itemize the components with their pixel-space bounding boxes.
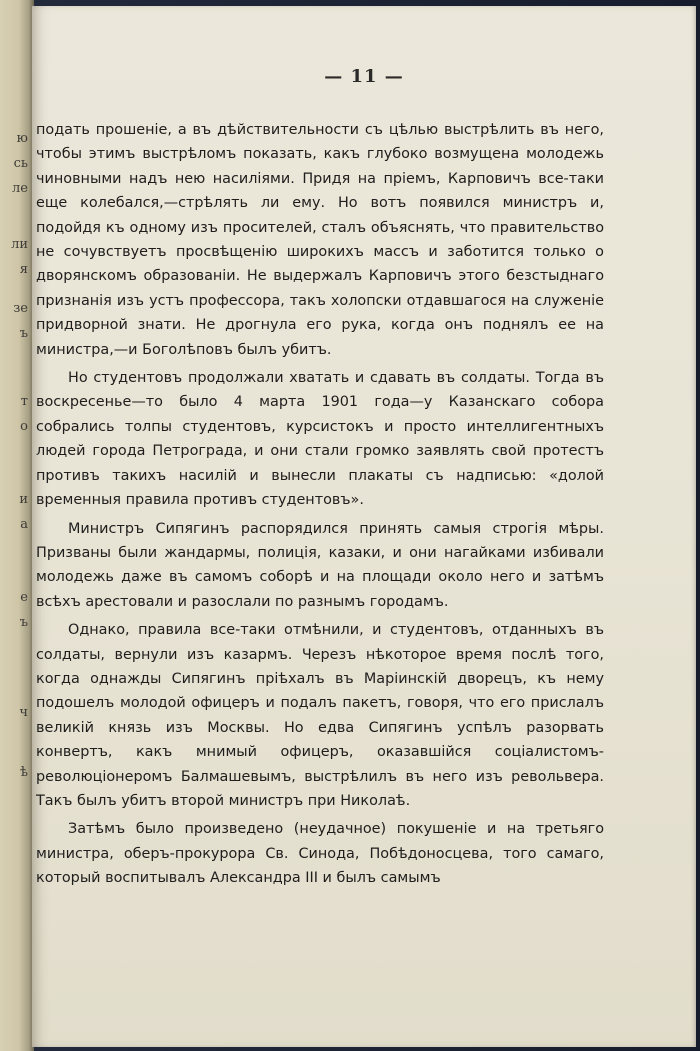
prev-page-fragment: а — [20, 517, 28, 532]
prev-page-fragment: ле — [12, 181, 28, 196]
prev-page-fragment: ли — [11, 237, 28, 252]
prev-page-fragment: е — [20, 590, 28, 605]
paragraph: подать прошенiе, а въ дѣйствительности съ цѣлью выстрѣлить въ него, чтобы этимъ выстрѣломъ показать, какъ глубоко возмущена молодежь чиновными надъ нею насилiями. Придя на прiемъ, Карповичъ все-таки еще колебался,—стрѣлять ли ему. Но вотъ появился министръ и, подойдя къ одному изъ просителей, сталъ объяснять, что правительство не сочувствуетъ просвѣщенiю широкихъ массъ и заботится только о дворянскомъ образованiи. Не выдержалъ Карповичъ этого безстыднаго признанiя изъ устъ профессора, такъ холопски отдавшагося на служенiе придворной знати. Не дрогнула его рука, когда онъ поднялъ ее на министра,—и Боголѣповъ былъ убитъ. — [36, 122, 604, 358]
prev-page-fragment: ъ — [19, 326, 28, 341]
book-page — [32, 6, 696, 1047]
page-number: — 11 — — [324, 66, 404, 87]
paragraph: Однако, правила все-таки отмѣнили, и студентовъ, отданныхъ въ солдаты, вернули изъ казармъ. Черезъ нѣкоторое время послѣ того, когда однажды Сипягинъ прiѣхалъ въ Марiинскiй дворецъ, къ нему подошелъ молодой офицеръ и подалъ пакетъ, говоря, что его прислалъ великiй князь изъ Москвы. Но едва Сипягинъ успѣлъ разорвать конвертъ, какъ мнимый офицеръ, оказавшiйся соцiалистомъ-революцiонеромъ Балмашевымъ, выстрѣлилъ въ него изъ револьвера. Такъ былъ убитъ второй министръ при Николаѣ. — [36, 622, 604, 809]
prev-page-fragment: я — [19, 262, 28, 277]
prev-page-fragment: ч — [19, 705, 28, 720]
paragraph: Но студентовъ продолжали хватать и сдавать въ солдаты. Тогда въ воскресенье—то было 4 марта 1901 года—у Казанскаго собора собрались толпы студентовъ, курсистокъ и просто интеллигентныхъ людей города Петрограда, и они стали громко заявлять свой протестъ противъ такихъ насилiй и вынесли плакаты съ надписью: «долой временныя правила противъ студентовъ». — [36, 370, 604, 509]
prev-page-fragment: ъ — [19, 615, 28, 630]
paragraph: Затѣмъ было произведено (неудачное) покушенiе и на третьяго министра, оберъ-прокурора Св. Синода, Побѣдоносцева, того самаго, который воспитывалъ Александра III и былъ самымъ — [36, 821, 604, 887]
prev-page-fragment: о — [20, 419, 28, 434]
prev-page-fragment: зе — [13, 301, 28, 316]
prev-page-fragment: и — [19, 492, 28, 507]
prev-page-fragment: ѣ — [20, 765, 28, 780]
prev-page-fragment: т — [20, 394, 28, 409]
page-body — [36, 118, 604, 891]
prev-page-fragment: сь — [13, 156, 28, 171]
paragraph: Министръ Сипягинъ распорядился принять самыя строгiя мѣры. Призваны были жандармы, полицiя, казаки, и они нагайками избивали молодежь даже въ самомъ соборѣ и на площади около него и затѣмъ всѣхъ арестовали и разослали по разнымъ городамъ. — [36, 520, 604, 610]
previous-page-edge — [0, 0, 34, 1051]
prev-page-fragment: ю — [16, 131, 28, 146]
